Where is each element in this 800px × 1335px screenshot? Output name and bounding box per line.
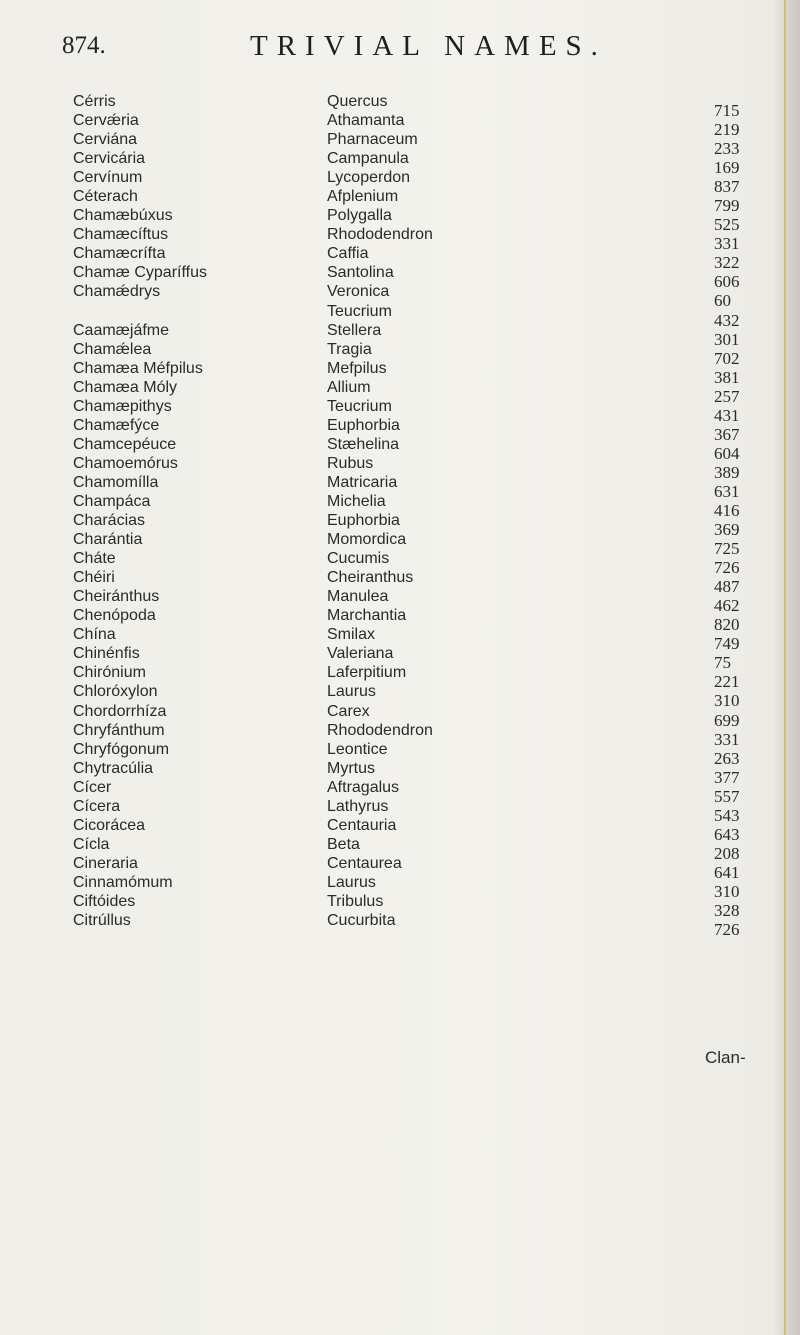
- genus-name: Campanula: [327, 150, 409, 168]
- genus-name: Aftragalus: [327, 778, 400, 796]
- page-reference: 328: [714, 900, 740, 920]
- page-reference: 462: [714, 596, 740, 616]
- page-reference: 699: [714, 710, 740, 730]
- page-reference: 221: [714, 672, 740, 692]
- page-reference: 726: [714, 558, 740, 578]
- genus-name: Michelia: [327, 492, 386, 510]
- genus-name: Cheiranthus: [327, 569, 414, 587]
- trivial-name: Caamæjáfme: [73, 321, 170, 339]
- trivial-name: Champáca: [73, 492, 151, 510]
- genus-name: Smilax: [327, 626, 376, 644]
- page-reference: 75: [714, 653, 731, 673]
- trivial-name: Chamcepéuce: [73, 435, 177, 453]
- genus-name: Leontice: [327, 740, 388, 758]
- genus-name: Laurus: [327, 873, 376, 891]
- trivial-name: Chéiri: [73, 569, 115, 587]
- genus-name: Rubus: [327, 454, 374, 472]
- trivial-name: Chína: [73, 626, 116, 644]
- page-reference: 431: [714, 405, 740, 425]
- trivial-name: Chamæcrífta: [73, 245, 166, 263]
- page-reference: 367: [714, 424, 740, 444]
- trivial-name: Chamæcíftus: [73, 226, 169, 244]
- genus-names-column: [327, 92, 587, 930]
- page-reference: 322: [714, 253, 740, 273]
- trivial-name: Chamæa Méfpilus: [73, 359, 203, 377]
- page-reference: 641: [714, 862, 740, 882]
- trivial-name: Chamæpithys: [73, 397, 172, 415]
- page-reference: 263: [714, 748, 740, 768]
- genus-name: Rhododendron: [327, 721, 433, 739]
- trivial-name: Chirónium: [73, 664, 146, 682]
- page-reference: 219: [714, 120, 740, 140]
- genus-name: Tragia: [327, 340, 372, 358]
- genus-name: Tribulus: [327, 892, 384, 910]
- trivial-name: Chryfógonum: [73, 740, 170, 758]
- genus-name: Momordica: [327, 531, 407, 549]
- page-reference: 606: [714, 272, 740, 292]
- trivial-name: Chytracúlia: [73, 759, 154, 777]
- genus-name: Carex: [327, 702, 370, 720]
- page-reference: 525: [714, 215, 740, 235]
- trivial-name: Cerviána: [73, 131, 138, 149]
- page-reference: 432: [714, 310, 740, 330]
- genus-name: Euphorbia: [327, 512, 400, 530]
- genus-name: Euphorbia: [327, 416, 400, 434]
- page-reference: 604: [714, 443, 740, 463]
- page-reference: 233: [714, 139, 740, 159]
- page-reference: 169: [714, 158, 740, 178]
- page-reference: 310: [714, 881, 740, 901]
- page-reference: 310: [714, 691, 740, 711]
- page-reference: 643: [714, 824, 740, 844]
- trivial-name: Cháte: [73, 550, 116, 568]
- page-edge-shadow: [774, 0, 800, 1335]
- page-reference: 60: [714, 291, 731, 311]
- page-reference: 257: [714, 386, 740, 406]
- page-reference: 369: [714, 520, 740, 540]
- trivial-name: Cervicária: [73, 150, 146, 168]
- genus-name: Laferpitium: [327, 664, 407, 682]
- genus-name: Lycoperdon: [327, 169, 411, 187]
- page-reference: 331: [714, 234, 740, 254]
- genus-name: Mefpilus: [327, 359, 387, 377]
- page-reference: 208: [714, 843, 740, 863]
- genus-name: Stæhelina: [327, 435, 400, 453]
- trivial-name: Chamǽlea: [73, 340, 152, 358]
- trivial-name: Cervǽria: [73, 112, 139, 130]
- trivial-name: Chamoemórus: [73, 454, 178, 472]
- genus-name: Allium: [327, 378, 371, 396]
- page-reference: 389: [714, 462, 740, 482]
- trivial-name: Cícla: [73, 835, 110, 853]
- genus-name: Cucurbita: [327, 912, 396, 930]
- genus-name: Veronica: [327, 283, 390, 301]
- trivial-name: Citrúllus: [73, 912, 131, 930]
- genus-name: Pharnaceum: [327, 131, 418, 149]
- page-reference: 715: [714, 101, 740, 120]
- running-head: TRIVIAL NAMES.: [250, 30, 607, 62]
- page-number: 874.: [62, 32, 106, 59]
- genus-name: Afplenium: [327, 188, 399, 206]
- trivial-name: Chamomílla: [73, 473, 159, 491]
- trivial-name: [73, 302, 303, 321]
- page-header: [62, 32, 662, 72]
- trivial-name: Cervínum: [73, 169, 143, 187]
- page-numbers-column: [714, 101, 774, 939]
- trivial-name: Chamæa Móly: [73, 378, 178, 396]
- trivial-name: Charántia: [73, 531, 143, 549]
- genus-name: Teucrium: [327, 397, 392, 415]
- genus-name: Santolina: [327, 264, 394, 282]
- trivial-name: Cicorácea: [73, 816, 146, 834]
- page-reference: 381: [714, 367, 740, 387]
- genus-name: Lathyrus: [327, 797, 389, 815]
- trivial-name: Chenópoda: [73, 607, 156, 625]
- page-reference: 487: [714, 577, 740, 597]
- trivial-name: Cícer: [73, 778, 112, 796]
- genus-name: Centaurea: [327, 854, 402, 872]
- page-gilt-edge: [784, 0, 786, 1335]
- trivial-name: Cérris: [73, 93, 116, 110]
- page-reference: 749: [714, 634, 740, 654]
- page-reference: 331: [714, 729, 740, 749]
- page-reference: 820: [714, 615, 740, 635]
- trivial-name: Chordorrhíza: [73, 702, 167, 720]
- genus-name: Cucumis: [327, 550, 390, 568]
- genus-name: Matricaria: [327, 473, 398, 491]
- genus-name: Manulea: [327, 588, 389, 606]
- genus-name: Centauria: [327, 816, 397, 834]
- genus-name: Myrtus: [327, 759, 375, 777]
- genus-name: Rhododendron: [327, 226, 433, 244]
- page-reference: 301: [714, 329, 740, 349]
- genus-name: Beta: [327, 835, 360, 853]
- trivial-name: Cineraria: [73, 854, 138, 872]
- trivial-name: Cinnamómum: [73, 873, 173, 891]
- page-reference: 631: [714, 481, 740, 501]
- page-reference: 799: [714, 196, 740, 216]
- trivial-name: Ciftóides: [73, 892, 136, 910]
- genus-name: Valeriana: [327, 645, 394, 663]
- page-reference: 377: [714, 767, 740, 787]
- page-reference: 837: [714, 177, 740, 197]
- trivial-name: Chloróxylon: [73, 683, 158, 701]
- page-reference: 416: [714, 500, 740, 520]
- trivial-name: Chamæbúxus: [73, 207, 173, 225]
- trivial-name: Chinénfis: [73, 645, 140, 663]
- trivial-name: Charácias: [73, 512, 146, 530]
- page-reference: 725: [714, 539, 740, 559]
- genus-name: Caffia: [327, 245, 369, 263]
- genus-name: Polygalla: [327, 207, 392, 225]
- trivial-name: Cícera: [73, 797, 121, 815]
- page-reference: 543: [714, 805, 740, 825]
- genus-name: Teucrium: [327, 302, 392, 320]
- page-reference: 557: [714, 786, 740, 806]
- trivial-name: Chamæ Cyparíffus: [73, 264, 207, 282]
- genus-name: Quercus: [327, 93, 388, 110]
- genus-name: Marchantia: [327, 607, 407, 625]
- trivial-name: Chamǽdrys: [73, 283, 161, 301]
- trivial-name: Chamæfýce: [73, 416, 160, 434]
- page-reference: 702: [714, 348, 740, 368]
- genus-name: Athamanta: [327, 112, 405, 130]
- catchword: Clan-: [705, 1048, 746, 1067]
- trivial-names-column: [73, 92, 303, 930]
- genus-name: Laurus: [327, 683, 376, 701]
- trivial-name: Céterach: [73, 188, 138, 206]
- trivial-name: Chryfánthum: [73, 721, 165, 739]
- page-reference: 726: [714, 920, 740, 940]
- trivial-name: Cheiránthus: [73, 588, 160, 606]
- genus-name: Stellera: [327, 321, 382, 339]
